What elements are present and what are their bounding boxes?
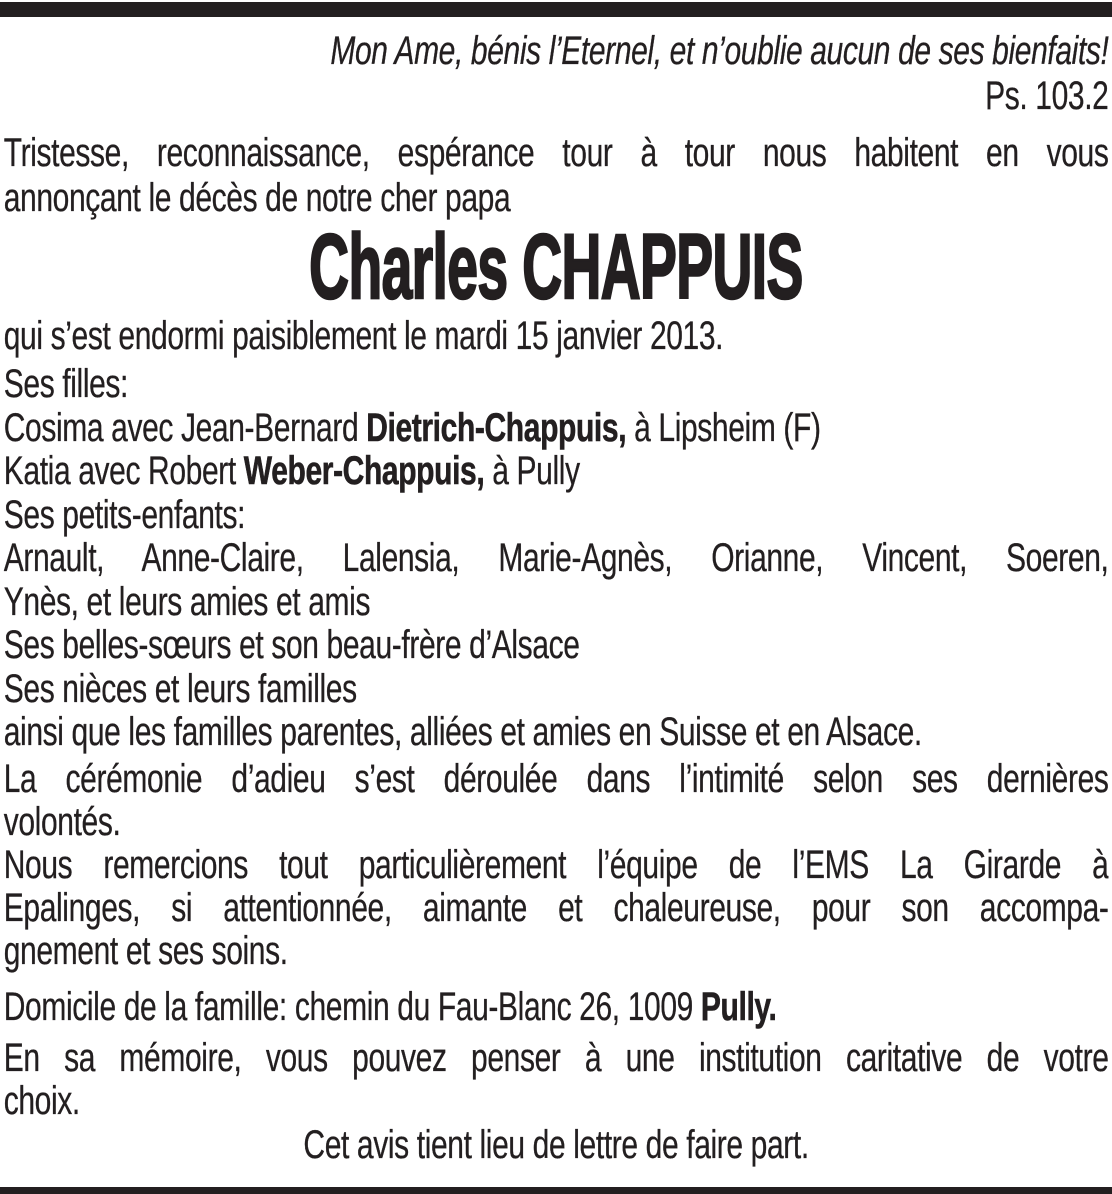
daughter-1-pre: Cosima avec Jean-Bernard xyxy=(3,405,367,450)
memorial-line-2: choix. xyxy=(3,1078,80,1123)
other-families-line: ainsi que les familles parentes, alliées et amies en Suisse et en Alsace. xyxy=(3,710,922,754)
daughter-1-name: Dietrich-Chappuis, xyxy=(366,405,627,450)
daughter-line-2 xyxy=(4,450,1109,494)
daughter-1-post: à Lipsheim (F) xyxy=(626,405,821,450)
family-address-line xyxy=(4,985,1109,1030)
in-laws-line: Ses belles-sœurs et son beau-frère d’Alsace xyxy=(3,623,580,667)
ceremony-line-4: Epalinges, si attentionnée, aimante et chaleureuse, pour son accompa- xyxy=(3,886,1109,930)
scripture-quote: Mon Ame, bénis l’Eternel, et n’oublie aucun de ses bienfaits! xyxy=(330,29,1109,73)
announcement-line-1: Tristesse, reconnaissance, espérance tour à tour nous habitent en vous xyxy=(3,131,1109,175)
memorial-paragraph xyxy=(4,1037,1109,1123)
daughter-2-post: à Pully xyxy=(484,449,580,493)
grandchildren-line-1: Arnault, Anne-Claire, Lalensia, Marie-Agnès, Orianne, Vincent, Soeren, xyxy=(3,537,1109,580)
deceased-name-text: Charles CHAPPUIS xyxy=(309,216,803,318)
nieces-line: Ses nièces et leurs familles xyxy=(3,666,357,711)
closing-line: Cet avis tient lieu de lettre de faire part. xyxy=(303,1122,809,1167)
ceremony-paragraph xyxy=(4,758,1109,973)
announcement-paragraph xyxy=(4,131,1109,221)
ceremony-line-1: La cérémonie d’adieu s’est déroulée dans l’intimité selon ses dernières xyxy=(3,757,1109,801)
address-city: Pully. xyxy=(700,984,777,1029)
family-list xyxy=(4,363,1109,755)
deceased-name xyxy=(4,216,1109,318)
grandchildren-label: Ses petits-enfants: xyxy=(3,492,246,537)
announcement-line-2: annonçant le décès de notre cher papa xyxy=(3,176,511,220)
address-pre: Domicile de la famille: chemin du Fau-Blanc 26, 1009 xyxy=(3,984,701,1029)
ceremony-line-5: gnement et ses soins. xyxy=(3,928,288,973)
grandchildren-line-2: Ynès, et leurs amies et amis xyxy=(3,579,371,624)
ceremony-line-2: volontés. xyxy=(3,799,121,844)
death-date-line: qui s’est endormi paisiblement le mardi 15 janvier 2013. xyxy=(3,314,724,358)
daughter-line-1 xyxy=(4,407,1109,451)
bottom-rule xyxy=(0,1187,1112,1194)
memorial-line-1: En sa mémoire, vous pouvez penser à une institution caritative de votre xyxy=(3,1036,1109,1080)
daughters-label: Ses filles: xyxy=(3,362,129,406)
daughter-2-name: Weber-Chappuis, xyxy=(243,449,485,493)
daughter-2-pre: Katia avec Robert xyxy=(3,449,244,493)
scripture-reference: Ps. 103.2 xyxy=(985,74,1109,118)
ceremony-line-3: Nous remercions tout particulièrement l’équipe de l’EMS La Girarde à xyxy=(3,843,1109,887)
